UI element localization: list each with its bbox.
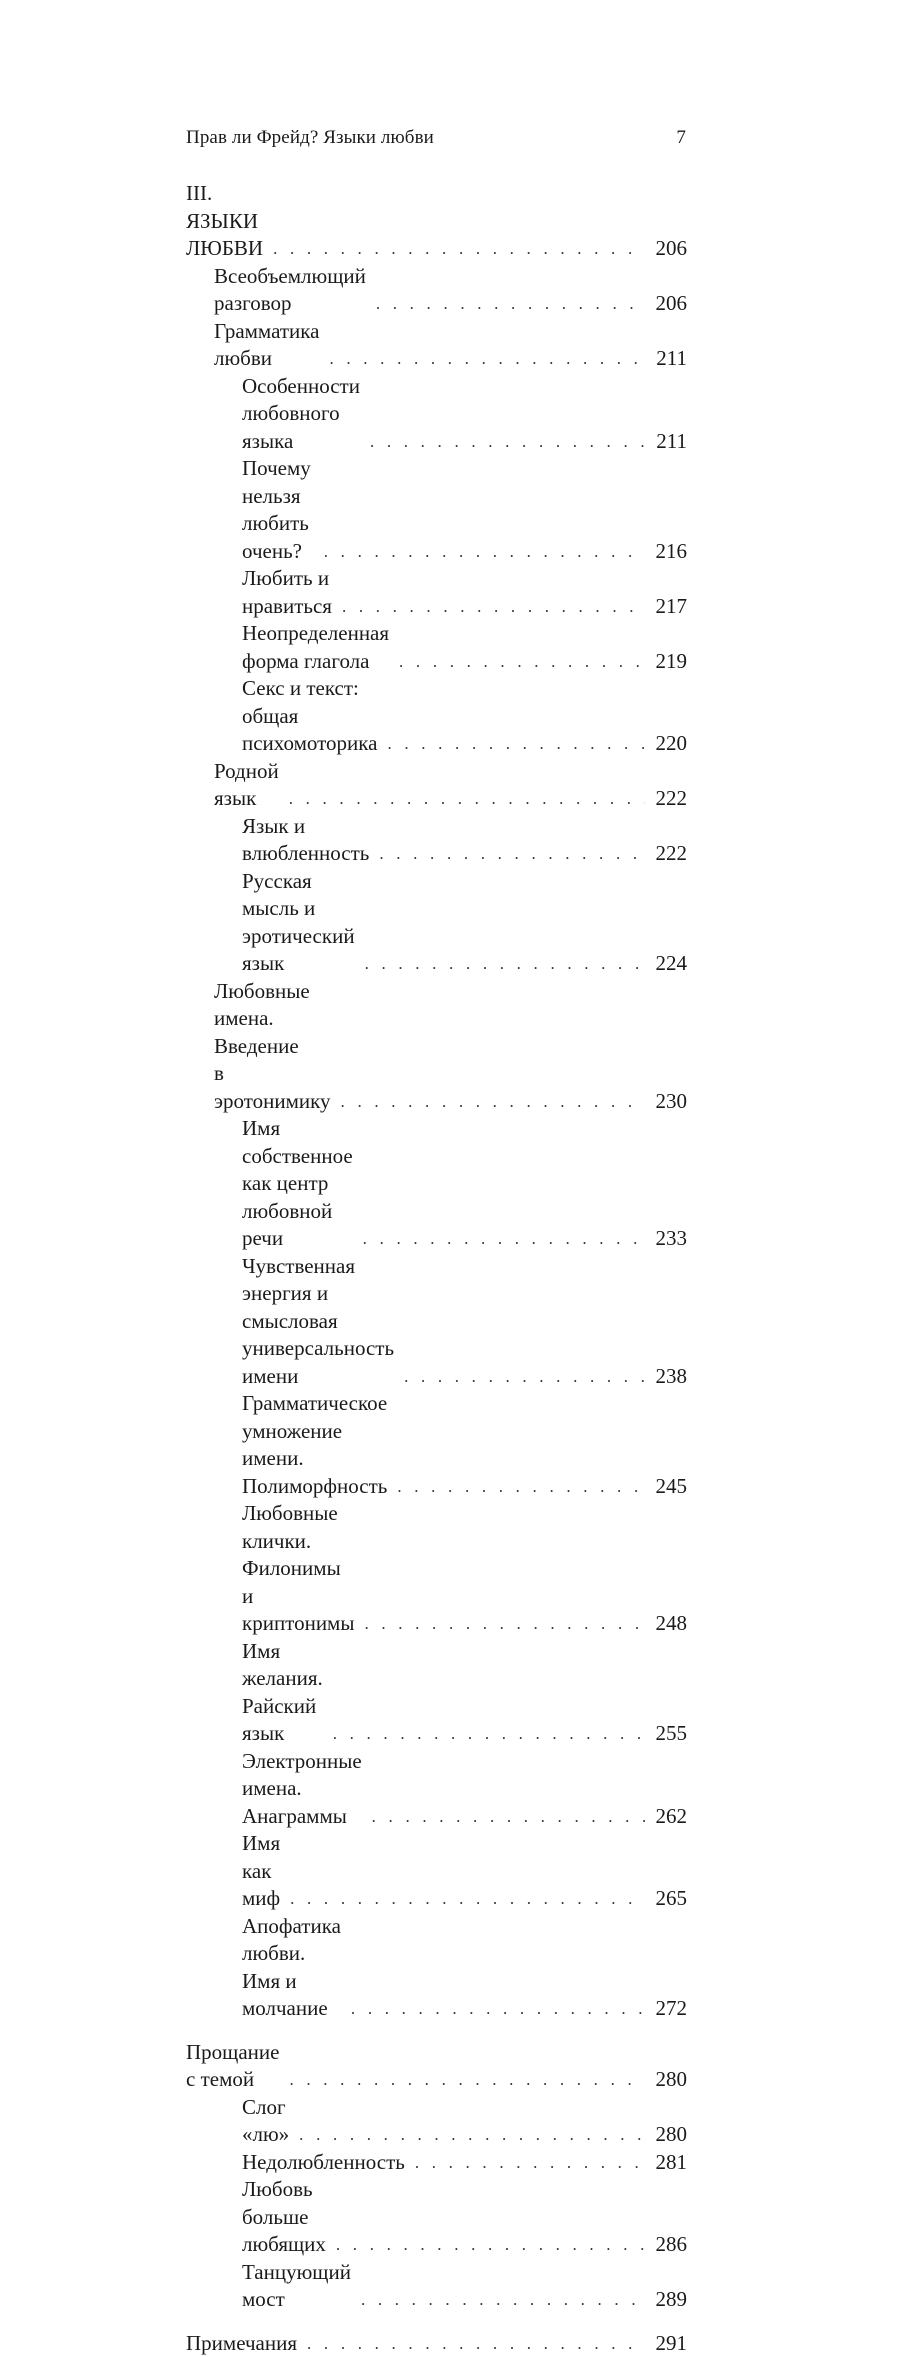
- dot-leader: [289, 2066, 645, 2094]
- toc-entry: [186, 1500, 687, 1638]
- dot-leader: [336, 2231, 645, 2259]
- toc-entry-title: Всеобъемлющий разговор: [214, 263, 366, 318]
- toc-entry-title: Слог «лю»: [242, 2094, 289, 2149]
- toc-entry-page: 206: [651, 290, 687, 318]
- toc-entry: [186, 318, 687, 373]
- toc-entry-title: Русская мысль и эротический язык: [242, 868, 355, 978]
- toc-entry: [186, 868, 687, 978]
- toc-entry-title-line2: в эротонимику: [214, 1060, 331, 1115]
- toc-entry: [186, 263, 687, 318]
- toc-entry-page: 291: [651, 2330, 687, 2357]
- toc-entry-title: Грамматика любви: [214, 318, 319, 373]
- toc-entry-page: 222: [651, 785, 687, 813]
- toc-entry-page: 248: [651, 1610, 687, 1638]
- dot-leader: [379, 840, 645, 868]
- toc-entry-title: Танцующий мост: [242, 2259, 351, 2314]
- toc-entry-page: 238: [651, 1363, 687, 1391]
- toc-entry-notes: [186, 2330, 687, 2357]
- dot-leader: [372, 1803, 645, 1831]
- toc-entry: [186, 455, 687, 565]
- running-head: [186, 127, 686, 149]
- toc-entry-title: Имя желания. Райский язык: [242, 1638, 323, 1748]
- toc-entry: [186, 675, 687, 758]
- toc-entry-title: Любовь больше любящих: [242, 2176, 326, 2259]
- toc-entry-page: 245: [651, 1473, 687, 1501]
- toc-entry: [186, 978, 687, 1116]
- dot-leader: [329, 345, 645, 373]
- toc-entry-title: Апофатика любви. Имя и молчание: [242, 1913, 341, 2023]
- toc-entry: [186, 1638, 687, 1748]
- toc-entry: [186, 758, 687, 813]
- dot-leader: [397, 1473, 645, 1501]
- toc-entry-part3: [186, 180, 687, 263]
- toc-entry: [186, 620, 687, 675]
- toc-entry: [186, 1830, 687, 1913]
- page-number: 7: [676, 127, 686, 149]
- toc-entry-page: 206: [651, 235, 687, 263]
- dot-leader: [361, 2286, 645, 2314]
- toc-entry-page: 222: [651, 840, 687, 868]
- toc-entry: [186, 2176, 687, 2259]
- toc-entry: [186, 2094, 687, 2149]
- toc-entry-page: 262: [651, 1803, 687, 1831]
- dot-leader: [365, 950, 645, 978]
- toc-entry-page: 217: [651, 593, 687, 621]
- dot-leader: [324, 538, 645, 566]
- toc-entry: [186, 565, 687, 620]
- toc-entry-page: 211: [651, 345, 687, 373]
- dot-leader: [341, 1088, 645, 1116]
- toc-entry-page: 286: [651, 2231, 687, 2259]
- toc-entry: [186, 813, 687, 868]
- dot-leader: [404, 1363, 645, 1391]
- dot-leader: [370, 428, 645, 456]
- toc-entry-title: III. ЯЗЫКИ ЛЮБВИ: [186, 180, 263, 263]
- toc-entry-title: Секс и текст: общая психомоторика: [242, 675, 377, 758]
- toc-entry-page: 233: [651, 1225, 687, 1253]
- dot-leader: [307, 2330, 645, 2357]
- toc-entry-page: 230: [651, 1088, 687, 1116]
- dot-leader: [290, 1885, 645, 1913]
- dot-leader: [289, 785, 645, 813]
- toc-entry: [186, 2259, 687, 2314]
- dot-leader: [399, 648, 645, 676]
- toc-entry-page: 220: [651, 730, 687, 758]
- toc-entry: [186, 1748, 687, 1831]
- toc-entry-page: 280: [651, 2121, 687, 2149]
- toc-entry-title-line1: Любовные клички. Филонимы: [242, 1500, 354, 1583]
- running-head-title: Прав ли Фрейд? Языки любви: [186, 127, 434, 149]
- toc-entry-farewell: [186, 2039, 687, 2094]
- dot-leader: [387, 730, 645, 758]
- toc-entry-page: 211: [651, 428, 687, 456]
- dot-leader: [351, 1995, 645, 2023]
- toc-entry-title: Имя как миф: [242, 1830, 280, 1913]
- section-gap: [186, 2314, 687, 2330]
- toc-entry-page: 255: [651, 1720, 687, 1748]
- toc-entry-title: Недолюбленность: [242, 2149, 405, 2177]
- toc-entry-title-line2: любовной речи: [242, 1198, 353, 1253]
- toc-entry: [186, 2149, 687, 2177]
- table-of-contents: [186, 180, 687, 2357]
- dot-leader: [342, 593, 645, 621]
- toc-entry-title-line1: Чувственная энергия и смысловая: [242, 1253, 394, 1336]
- toc-entry-title: Любить и нравиться: [242, 565, 332, 620]
- toc-entry-page: 224: [651, 950, 687, 978]
- toc-entry-page: 272: [651, 1995, 687, 2023]
- dot-leader: [273, 235, 645, 263]
- toc-entry-page: 281: [651, 2149, 687, 2177]
- toc-entry: [186, 1115, 687, 1253]
- toc-entry-title: Почему нельзя любить очень?: [242, 455, 314, 565]
- toc-entry-page: 265: [651, 1885, 687, 1913]
- toc-entry-page: 216: [651, 538, 687, 566]
- dot-leader: [299, 2121, 645, 2149]
- toc-entry-title: Электронные имена. Анаграммы: [242, 1748, 362, 1831]
- toc-entry: [186, 1390, 687, 1500]
- toc-entry: [186, 373, 687, 456]
- toc-entry-title-line1: Грамматическое умножение: [242, 1390, 387, 1445]
- toc-entry-title-line1: Имя собственное как центр: [242, 1115, 353, 1198]
- toc-entry-title-line2: и криптонимы: [242, 1583, 354, 1638]
- toc-entry-title: Родной язык: [214, 758, 279, 813]
- toc-entry-title-line2: универсальность имени: [242, 1335, 394, 1390]
- toc-entry-page: 219: [651, 648, 687, 676]
- toc-entry-title: Неопределенная форма глагола: [242, 620, 389, 675]
- dot-leader: [376, 290, 645, 318]
- toc-entry-page: 289: [651, 2286, 687, 2314]
- dot-leader: [333, 1720, 645, 1748]
- dot-leader: [364, 1610, 645, 1638]
- toc-entry-title: Примечания: [186, 2330, 297, 2357]
- dot-leader: [415, 2149, 645, 2177]
- toc-entry-title-line2: имени. Полиморфность: [242, 1445, 387, 1500]
- toc-entry: [186, 1253, 687, 1391]
- toc-entry-page: 280: [651, 2066, 687, 2094]
- toc-entry-title-line1: Любовные имена. Введение: [214, 978, 331, 1061]
- dot-leader: [363, 1225, 645, 1253]
- toc-entry-title: Прощание с темой: [186, 2039, 279, 2094]
- toc-entry: [186, 1913, 687, 2023]
- toc-entry-title: Особенности любовного языка: [242, 373, 360, 456]
- toc-entry-title: Язык и влюбленность: [242, 813, 369, 868]
- section-gap: [186, 2023, 687, 2039]
